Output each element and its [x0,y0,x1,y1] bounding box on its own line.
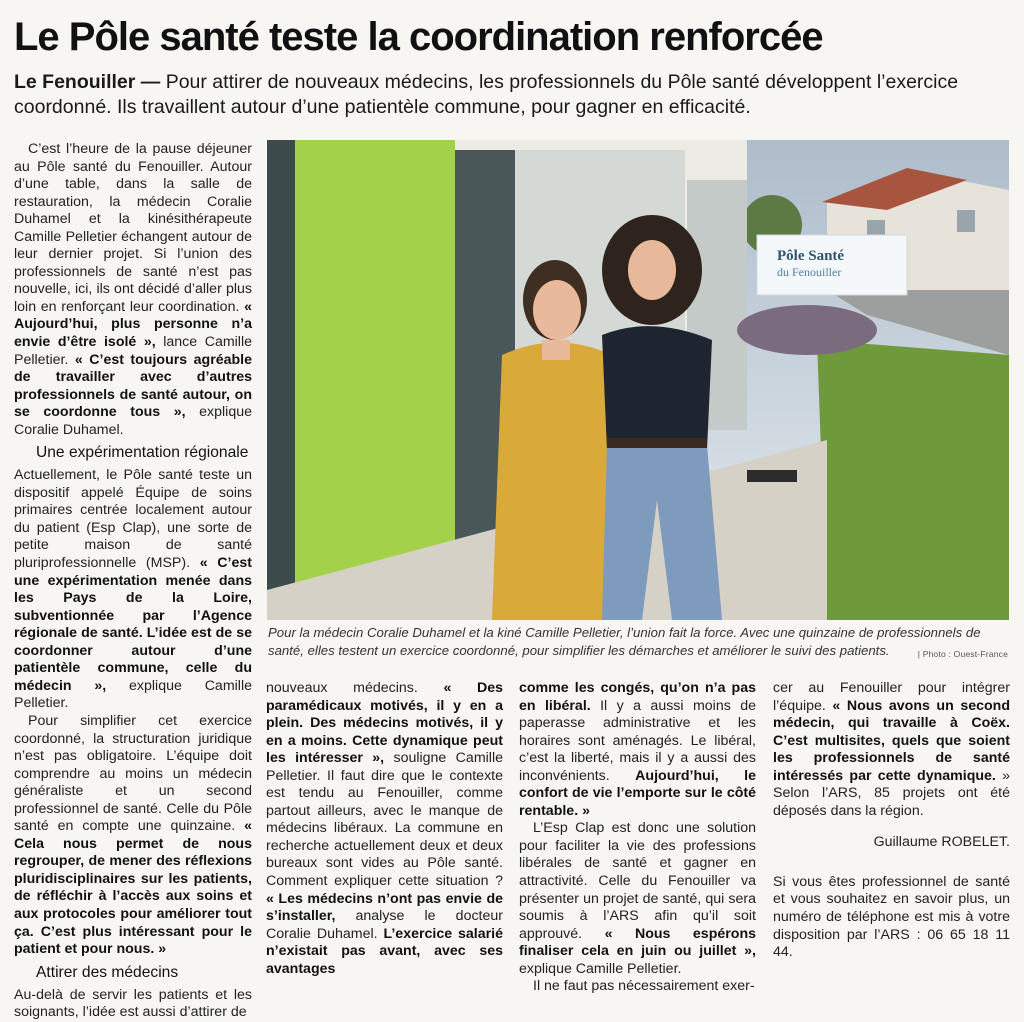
subheading: Une expérimentation régionale [36,444,249,462]
lede [14,70,1004,120]
photo-illustration [267,140,1009,620]
paragraph: comme les congés, qu’on n’a pas en libéral. Il y a aussi moins de paperasse administrative et les horaires sont aménagés. Le libéral, c’est la liberté, mais il y a aussi des inconvénients. Aujourd’hui, le confort de vie l’emporte sur le côté rentable. » [519,680,756,819]
article-column-2 [266,680,503,978]
article-column-1 [14,141,252,1022]
info-box: Si vous êtes professionnel de santé et vous souhaitez en savoir plus, un numéro de téléphone est mis à votre disposition par l’ARS : 06 65 18 11 44. [773,873,1010,961]
paragraph: C’est l’heure de la pause déjeuner au Pôle santé du Fenouiller. Autour d’une table, dans la salle de restauration, la médecin Coralie Duhamel et la kinésithérapeute Camille Pelletier échangent autour de leur dernier projet. Si l’union des professionnels de santé n’est pas nouvelle, ici, ils ont décidé d’aller plus loin en renforçant leur coordination. « Aujourd’hui, plus personne n’a envie d’être isolé », lance Camille Pelletier. « C’est toujours agréable de travailler avec d’autres professionnels de santé autour, on se coordonne tous », explique Coralie Duhamel. [14,141,252,438]
article-column-3 [519,680,756,996]
article-column-4 [773,680,1010,962]
sign-title: Pôle Santé [777,248,845,264]
author-signature: Guillaume ROBELET. [873,834,1010,851]
lede-place: Le Fenouiller — [14,71,161,93]
paragraph: Il ne faut pas nécessairement exer- [533,978,755,995]
paragraph: nouveaux médecins. « Des paramédicaux motivés, il y en a plein. Des médecins motivés, il y en a moins. Cette dynamique peut les intéresser », souligne Camille Pelletier. Il faut dire que le contexte est tendu au Fenouiller, comme partout ailleurs, avec le manque de médecins libéraux. La commune en recherche actuellement deux et deux bureaux sont vides au Pôle santé. Comment expliquer cette situation ? « Les médecins n’ont pas envie de s’installer, analyse le docteur Coralie Duhamel. L’exercice salarié n’existait pas avant, avec ses avantages [266,680,503,977]
paragraph: Pour simplifier cet exercice coordonné, la structuration juridique n’est pas obligatoire. L’équipe doit comprendre au moins un médecin généraliste et un second professionnel de santé. Celle du Pôle santé en compte une quinzaine. « Cela nous permet de nous regrouper, de mener des réflexions pluridisciplinaires sur les patients, de réfléchir à l’accès aux soins et aux protocoles pour améliorer tout ça. C’est plus intéressant pour le patient et pour nous. » [14,712,252,958]
sign-subtitle: du Fenouiller [777,265,842,279]
subheading: Attirer des médecins [36,963,179,981]
lede-text: Pour attirer de nouveaux médecins, les professionnels du Pôle santé développent l’exercice coordonné. Ils travaillent autour d’une patientèle commune, pour gagner en efficacité. [14,71,959,118]
photo-credit: | Photo : Ouest-France [917,648,1008,659]
photo-caption: Pour la médecin Coralie Duhamel et la kiné Camille Pelletier, l’union fait la force. Avec une quinzaine de professionnels de santé, elles testent un exercice coordonné, pour simplifier les démarches et améliorer le suivi des patients. | Photo : Ouest-France [268,624,1008,663]
paragraph: Actuellement, le Pôle santé teste un dispositif appelé Équipe de soins primaires centrée localement autour du patient (Esp Clap), une sorte de petite maison de santé pluriprofessionnelle (MSP). « C’est une expérimentation menée dans les Pays de la Loire, subventionnée par l’Agence régionale de santé. L’idée est de se coordonner autour d’une patientèle commune, celle du médecin », explique Camille Pelletier. [14,467,252,712]
photo [267,140,1009,620]
paragraph: L’Esp Clap est donc une solution pour faciliter la vie des professions libérales de santé et gagner en attractivité. Celle du Fenouiller va présenter un projet de santé, qui sera soumis à l’ARS afin qu’il soit approuvé. « Nous espérons finaliser cela en juin ou juillet », explique Camille Pelletier. [519,820,757,977]
paragraph: cer au Fenouiller pour intégrer l’équipe. « Nous avons un second médecin, qui travaille à Coëx. C’est multisites, quels que soient les professionnels de santé intéressés par cette dynamique. » Selon l’ARS, 85 projets ont été déposés dans la région. [773,680,1010,819]
headline: Le Pôle santé teste la coordination renforcée [14,15,823,59]
paragraph: Au-delà de servir les patients et les soignants, l’idée est aussi d’attirer de [14,986,252,1021]
